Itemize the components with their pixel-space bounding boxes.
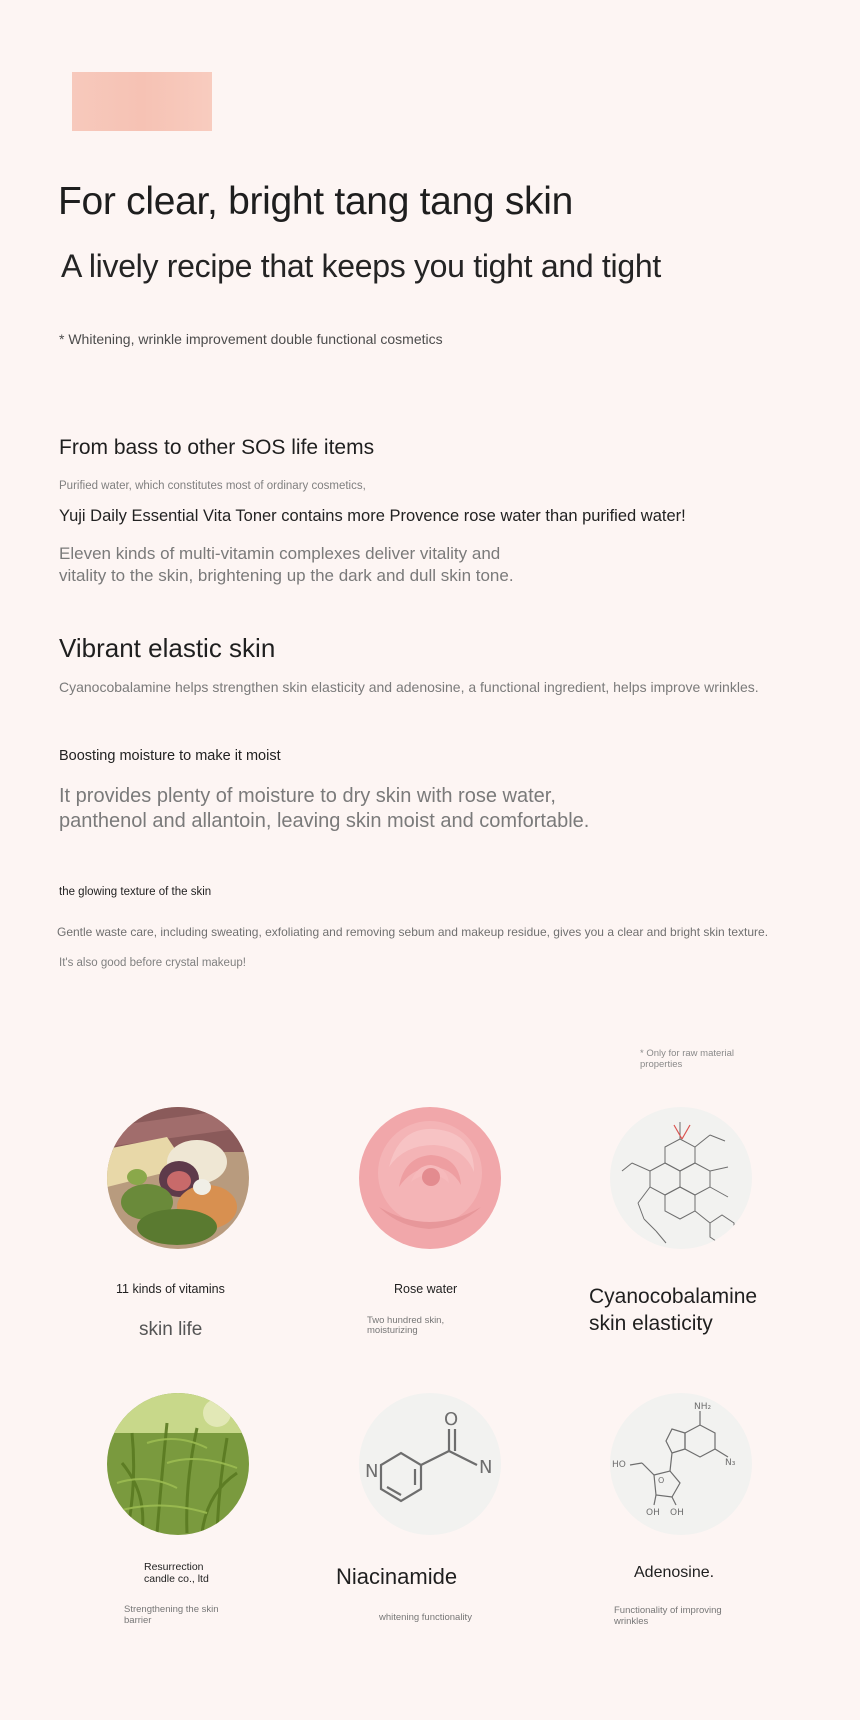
page-subtitle: A lively recipe that keeps you tight and tight [61, 248, 661, 284]
cyanocobalamine-label-line: Cyanocobalamine [589, 1285, 758, 1308]
sos-paragraph-line: vitality to the skin, brightening up the dark and dull skin tone. [59, 566, 514, 585]
cyanocobalamine-label-line: skin elasticity [589, 1312, 713, 1335]
niacinamide-sublabel: whitening functionality [379, 1612, 472, 1623]
niacinamide-structure-image [359, 1393, 501, 1535]
vitamins-sublabel: skin life [139, 1319, 203, 1340]
vitamins-label: 11 kinds of vitamins [116, 1282, 225, 1296]
svg-text:OH: OH [670, 1508, 684, 1518]
sos-small-text: Purified water, which constitutes most of ordinary cosmetics, [59, 480, 366, 492]
svg-text:O: O [444, 1409, 459, 1430]
rose-label: Rose water [394, 1282, 458, 1296]
vitamins-food-image [107, 1107, 249, 1249]
functional-note: * Whitening, wrinkle improvement double functional cosmetics [59, 331, 443, 347]
resurrection-plant-image [107, 1393, 249, 1535]
svg-text:OH: OH [646, 1508, 660, 1518]
glow-text-secondary: It's also good before crystal makeup! [59, 957, 246, 969]
resurrection-sublabel-line: barrier [124, 1615, 152, 1626]
sos-paragraph [59, 543, 579, 587]
adenosine-sublabel-line: Functionality of improving [614, 1605, 722, 1616]
resurrection-label [144, 1561, 209, 1585]
adenosine-label: Adenosine. [634, 1564, 715, 1581]
cyanocobalamine-structure-image [610, 1107, 752, 1249]
moisture-paragraph-line: panthenol and allantoin, leaving skin moist and comfortable. [59, 810, 590, 832]
vibrant-section-title: Vibrant elastic skin [59, 633, 276, 663]
vibrant-text: Cyanocobalamine helps strengthen skin elasticity and adenosine, a functional ingredient, helps improve wrinkles. [59, 679, 759, 695]
resurrection-sublabel-line: Strengthening the skin [124, 1604, 219, 1615]
rose-sublabel [367, 1316, 444, 1336]
svg-text:N₃: N₃ [725, 1458, 736, 1468]
moisture-paragraph [59, 784, 589, 834]
svg-text:N: N [365, 1461, 379, 1482]
moisture-section-title: Boosting moisture to make it moist [59, 748, 281, 764]
resurrection-label-line: Resurrection [144, 1561, 204, 1573]
svg-text:HO: HO [612, 1460, 626, 1470]
resurrection-label-line: candle co., ltd [144, 1573, 209, 1585]
adenosine-structure-image [610, 1393, 752, 1535]
adenosine-sublabel [614, 1605, 722, 1627]
niacinamide-label: Niacinamide [336, 1564, 458, 1589]
raw-note-line: properties [640, 1059, 683, 1070]
svg-text:O: O [658, 1476, 665, 1485]
rose-image [359, 1107, 501, 1249]
resurrection-sublabel [124, 1604, 219, 1626]
sos-paragraph-line: Eleven kinds of multi-vitamin complexes deliver vitality and [59, 544, 501, 563]
glow-text: Gentle waste care, including sweating, exfoliating and removing sebum and makeup residue, gives you a clear and bright skin texture. [57, 925, 769, 939]
raw-note-line: * Only for raw material [640, 1048, 734, 1059]
sos-highlight: Yuji Daily Essential Vita Toner contains more Provence rose water than purified water! [59, 507, 686, 525]
adenosine-sublabel-line: wrinkles [614, 1616, 649, 1627]
glow-section-title: the glowing texture of the skin [59, 886, 212, 898]
cyanocobalamine-label [589, 1283, 757, 1337]
raw-material-note [640, 1048, 734, 1070]
svg-text:N: N [479, 1457, 493, 1478]
moisture-paragraph-line: It provides plenty of moisture to dry skin with rose water, [59, 785, 556, 807]
page-title: For clear, bright tang tang skin [58, 180, 574, 223]
sos-section-title: From bass to other SOS life items [59, 436, 375, 459]
svg-text:NH₂: NH₂ [694, 1402, 712, 1412]
rose-sublabel-line: Two hundred skin, [367, 1315, 445, 1326]
rose-sublabel-line: moisturizing [367, 1325, 418, 1336]
brand-logo-block [72, 72, 212, 131]
